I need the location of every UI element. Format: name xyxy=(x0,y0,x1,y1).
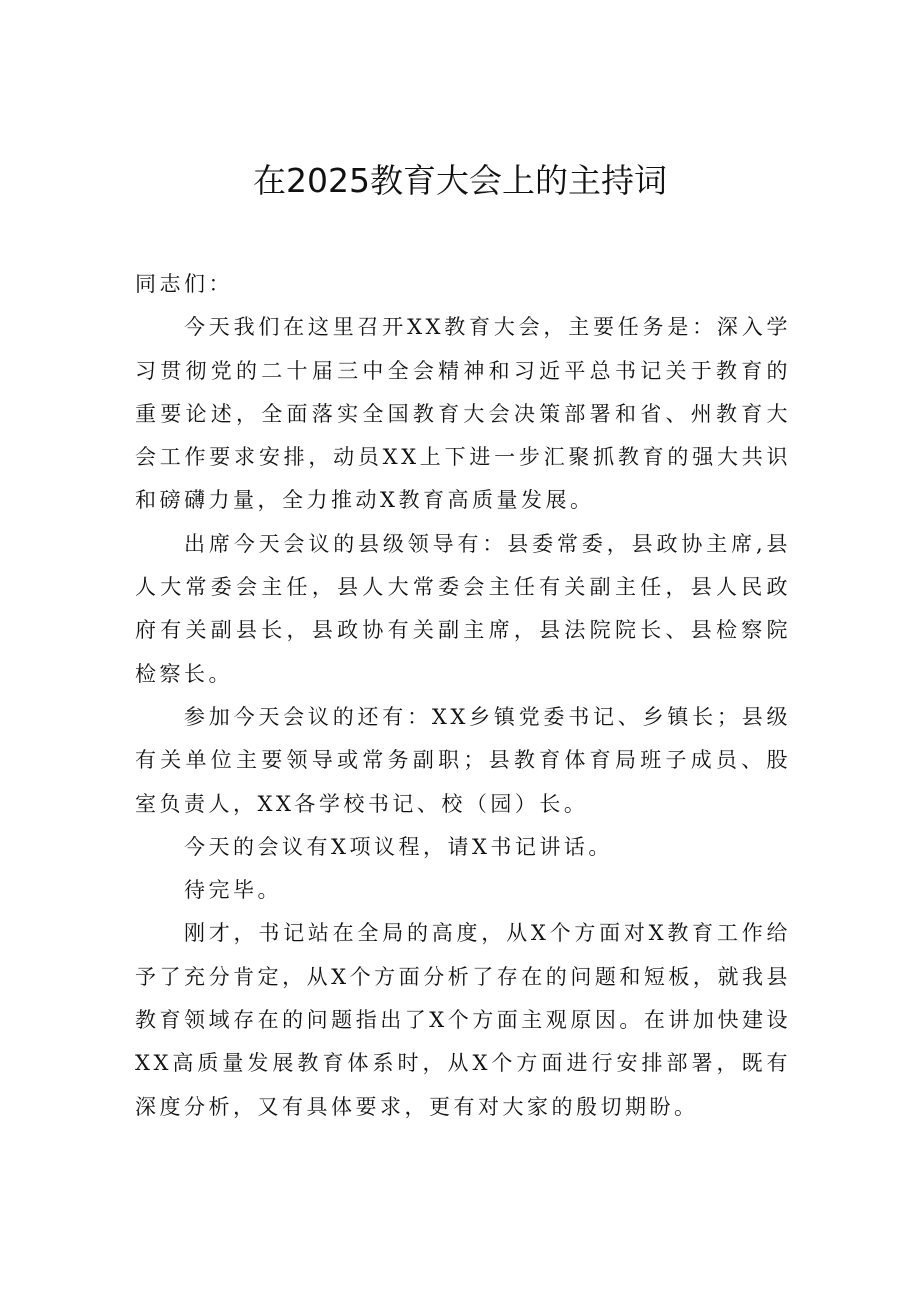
document-body xyxy=(135,263,791,1129)
paragraph-opening: 今天我们在这里召开XX教育大会，主要任务是：深入学习贯彻党的二十届三中全会精神和习近平总书记关于教育的重要论述，全面落实全国教育大会决策部署和省、州教育大会工作要求安排，动员XX上下进一步汇聚抓教育的强大共识和磅礴力量，全力推动X教育高质量发展。 xyxy=(135,315,791,513)
paragraph-other-attendees: 参加今天会议的还有：XX乡镇党委书记、乡镇长；县级有关单位主要领导或常务副职；县教育体育局班子成员、股室负责人，XX各学校书记、校（园）长。 xyxy=(135,704,791,816)
paragraph-pause: 待完毕。 xyxy=(184,878,282,903)
paragraph-agenda: 今天的会议有X项议程，请X书记讲话。 xyxy=(184,834,613,859)
paragraph-attending-leaders: 出席今天会议的县级领导有：县委常委，县政协主席,县人大常委会主任，县人大常委会主任有关副主任，县人民政府有关副县长，县政协有关副主席，县法院院长、县检察院检察长。 xyxy=(135,531,791,686)
paragraph-summary: 刚才，书记站在全局的高度，从X个方面对X教育工作给予了充分肯定，从X个方面分析了存在的问题和短板，就我县教育领域存在的问题指出了X个方面主观原因。在讲加快建设XX高质量发展教育体系时，从X个方面进行安排部署，既有深度分析，又有具体要求，更有对大家的殷切期盼。 xyxy=(135,921,791,1119)
document-title: 在2025教育大会上的主持词 xyxy=(253,161,667,200)
salutation: 同志们： xyxy=(135,272,233,296)
